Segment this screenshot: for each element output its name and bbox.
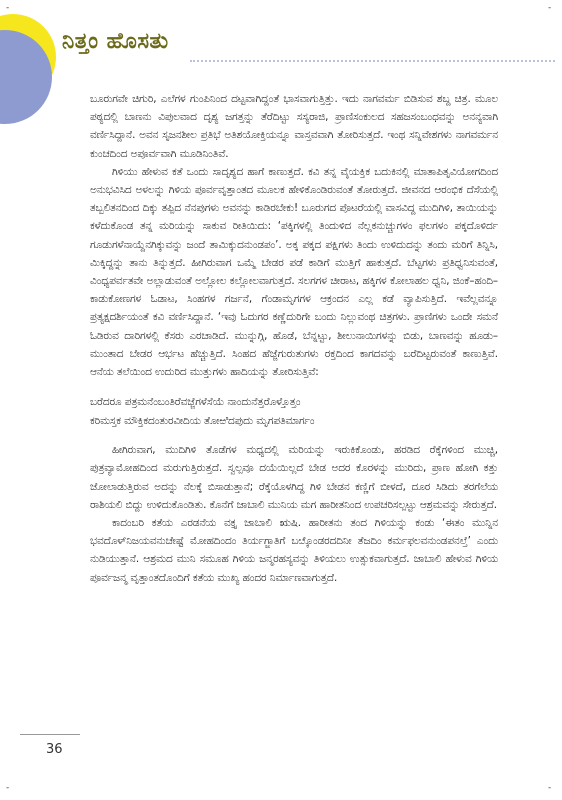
page-number: 36 bbox=[46, 742, 63, 757]
paragraph: ಕಾದಂಬರಿ ಕತೆಯ ಎರಡನೆಯ ವಕ್ತೃ ಜಾಬಾಲಿ ಋಷಿ. ಹಾರೀತನು ತಂದ ಗಿಳಿಯನ್ನು ಕಂಡು ‘ಈತಂ ಮುನ್ನಿನ ಭವದೊಳ್‌ನಿಜಯವನುಚೇಷ್ಟೆ ಮೋಹದಿಂದಂ ತಿರ್ಯಗ್ಜಾತಿಗೆ ಬೞ್ಕೊಂಡರದದಿನೀ ತೆಜದಿಂ ಕರ್ಮಫಲವನುಂಡಪನಲ್ತೆ’ ಎಂದು ನುಡಿಯುತ್ತಾನೆ. ಆಶ್ರಮದ ಮುನಿ ಸಮೂಹ ಗಿಳಿಯ ಜನ್ಮರಹಸ್ಯವನ್ನು ತಿಳಿಯಲು ಉತ್ಸುಕವಾಗುತ್ತದೆ. ಜಾಬಾಲಿ ಹೇಳುವ ಗಿಳಿಯ ಪೂರ್ವಜನ್ಮ ವೃತ್ತಾಂತದೊಂದಿಗೆ ಕತೆಯ ಮುಖ್ಯ ಹಂದರ ನಿರ್ಮಾಣವಾಗುತ್ತದೆ. bbox=[90, 517, 498, 584]
crop-mark: - bbox=[548, 3, 552, 13]
paragraph: ಹೀಗಿರುವಾಗ, ಮುದಿಗಿಳಿ ತೊಡೆಗಳ ಮಧ್ಯದಲ್ಲಿ ಮರಿಯನ್ನು ಇರುಕಿಕೊಂಡು, ಹರಡಿದ ರೆಕ್ಕೆಗಳಿಂದ ಮುಚ್ಚಿ, ಪುತ್ರವ್ಯಾಮೋಹದಿಂದ ಮರುಗುತ್ತಿರುತ್ತದೆ. ಸ್ವಲ್ಪವೂ ದಯೆಯಿಲ್ಲದೆ ಬೇಡ ಅದರ ಕೊರಳನ್ನು ಮುರಿದು, ಪ್ರಾಣ ಹೋಗಿ ಕತ್ತು ಜೋಲಾಡುತ್ತಿರುವ ಅದನ್ನು ನೆಲಕ್ಕೆ ಬಿಸಾಡುತ್ತಾನೆ; ರೆಕ್ಕೆಯೊಳಗಿದ್ದ ಗಿಳಿ ಬೇಡನ ಕಣ್ಣಿಗೆ ಬೀಳದೆ, ದೂರ ಸಿಡಿದು ತರಗೆಲೆಯ ರಾಶಿಯಲಿ ಬಿದ್ದು ಉಳಿದುಕೊಂಡಿತು. ಕೊನೆಗೆ ಜಾಬಾಲಿ ಮುನಿಯ ಮಗ ಹಾರೀತನಿಂದ ಉಪಚರಿಸಲ್ಪಟ್ಟು ಆಶ್ರಮವನ್ನು ಸೇರುತ್ತದೆ. bbox=[90, 444, 498, 511]
crop-mark: - bbox=[6, 783, 10, 793]
footer-rule bbox=[20, 734, 80, 735]
verse-line: ಬರೆದರೂ ಪತ್ರಮನೆಂಬಂತಿರೆವಜ್ಜೆಗಳೆಸೆಯೆ ನಾಂದುನೆತ್ತರೊಳ್ತೊತ್ತಂ bbox=[90, 396, 301, 409]
article-body bbox=[90, 90, 498, 587]
crop-mark: - bbox=[6, 3, 10, 13]
verse-line: ಕರಿಮಸ್ತಕ ಮೌಕ್ತಿಕದಂತುರವೀದಿಯ ತೋಱಿದಪುದು ಮೃಗಪತಿಮಾರ್ಗಂ bbox=[90, 415, 315, 428]
paragraph: ಬೂರುಗವೇ ಚಿಗುರಿ, ಎಲೆಗಳ ಗುಂಪಿನಿಂದ ದಟ್ಟವಾಗಿದ್ದಂತೆ ಭಾಸವಾಗುತ್ತಿತ್ತು. ಇದು ನಾಗವರ್ಮ ಬಿಡಿಸುವ ಶಬ್ದ ಚಿತ್ರ. ಮೂಲ ಪಠ್ಯದಲ್ಲಿ ಬಾಣನು ವಿಪುಲವಾದ ದೃಶ್ಯ ಜಗತ್ತನ್ನು ತೆರೆದಿಟ್ಟು ಸಸ್ಯರಾಜಿ, ಪ್ರಾಣಿಸಂಕುಲದ ಸಹಜಸಂಬಂಧವನ್ನು ಅನನ್ಯವಾಗಿ ವರ್ಣಿಸಿದ್ದಾನೆ. ಅವನ ಸೃಜನಶೀಲ ಪ್ರತಿಭೆ ಅತಿಶಯೋಕ್ತಿಯನ್ನೂ ವಾಸ್ತವವಾಗಿ ತೋರಿಸುತ್ತದೆ. ಇಂಥ ಸನ್ನಿವೇಶಗಳು ನಾಗವರ್ಮನ ಕುಂಚದಿಂದ ಅಪೂರ್ವವಾಗಿ ಮೂಡಿನಿಂತಿವೆ. bbox=[90, 93, 498, 160]
verse-block bbox=[90, 393, 498, 431]
paragraph: ಗಿಳಿಯು ಹೇಳುವ ಕತೆ ಒಂದು ಸಾದೃಶ್ಯದ ಹಾಗೆ ಕಾಣುತ್ತದೆ. ಕವಿ ತನ್ನ ವೈಯಕ್ತಿಕ ಬದುಕಿನಲ್ಲಿ ಮಾತಾಪಿತೃವಿಯೋಗದಿಂದ ಅನುಭವಿಸಿದ ಅಳಲನ್ನು ಗಿಳಿಯ ಪೂರ್ವವೃತ್ತಾಂತದ ಮೂಲಕ ಹೇಳಿಕೊಂಡಿರುವಂತೆ ತೋರುತ್ತದೆ. ಜೀವನದ ಆರಂಭಿಕ ದೆಸೆಯಲ್ಲಿ ತಬ್ಬಲಿತನದಿಂದ ದಿಕ್ಕು ತಪ್ಪಿದ ನೆನಪುಗಳು ಅವನನ್ನು ಕಾಡಿರಬೇಕು! ಬೂರುಗದ ಪೊಟರೆಯಲ್ಲಿ ವಾಸವಿದ್ದ ಮುದಿಗಿಳಿ, ತಾಯಿಯನ್ನು ಕಳೆದುಕೊಂಡ ತನ್ನ ಮರಿಯನ್ನು ಸಾಕುವ ರೀತಿಯಿದು: ‘ಪಕ್ಕಿಗಳಲ್ಲಿ ತಿಂದುಳಿದ ನೆಲ್ಲಕನುಚ್ಚುಗಳಂ ಫಲಗಳಂ ಪಕ್ಕದೊಳಿರ್ದ ಗೂಡುಗಳೆನಾಯ್ದೆನಗಿಕ್ಕುವನ್ನು ಜಂದೆ ತಾಮಿಕ್ಕುದನುಂಡಪಂ’. ಅಕ್ಕ ಪಕ್ಕದ ಪಕ್ಷಿಗಳು ತಿಂದು ಉಳಿದುದನ್ನು ತಂದು ಮರಿಗೆ ತಿನ್ನಿಸಿ, ಮಿಕ್ಕಿದ್ದನ್ನು ತಾನು ತಿನ್ನುತ್ತದೆ. ಹೀಗಿರುವಾಗ ಒಮ್ಮೆ ಬೇಡರ ಪಡೆ ಕಾಡಿಗೆ ಮುತ್ತಿಗೆ ಹಾಕುತ್ತದೆ. ಬೆಟ್ಟಗಳು ಪ್ರತಿಧ್ವನಿಸುವಂತೆ, ವಿಂಧ್ಯಪರ್ವತವೇ ಅಲ್ಲಾಡುವಂತೆ ಅಲ್ಲೋಲ ಕಲ್ಲೋಲವಾಗುತ್ತದೆ. ಸಲಗಗಳ ಚೀರಾಟ, ಹಕ್ಕಿಗಳ ಕೋಲಾಹಲ ಧ್ವನಿ, ಜಿಂಕೆ–ಹಂದಿ–ಕಾಡುಕೋಣಗಳ ಓಡಾಟ, ಸಿಂಹಗಳ ಗರ್ಜನೆ, ಗೆಂಡಾಮೃಗಗಳ ಆಕ್ರಂದನ ಎಲ್ಲ ಕಡೆ ವ್ಯಾಪಿಸುತ್ತಿದೆ. ಇವೆಲ್ಲವನ್ನೂ ಪ್ರತ್ಯಕ್ಷದರ್ಶಿಯಂತೆ ಕವಿ ವರ್ಣಿಸಿದ್ದಾನೆ. ‘ಇವು ಓದುಗರ ಕಣ್ಣೆದುರಿಗೇ ಬಂದು ನಿಲ್ಲುವಂಥ ಚಿತ್ರಗಳು. ಪ್ರಾಣಿಗಳು ಒಂದೇ ಸಮನೆ ಓಡಿರುವ ದಾರಿಗಳಲ್ಲಿ ಕೆಸರು ಎರಚಾಡಿದೆ. ಮುನ್ನುಗ್ಗಿ, ಹೊಡೆ, ಬೆನ್ನಟ್ಟು, ಶೀಲುನಾಯಿಗಳನ್ನು ಬಿಡು, ಬಾಣವನ್ನು ಹೂಡು–ಮುಂತಾದ ಬೇಡರ ಆರ್ಭಟ ಹೆಚ್ಚುತ್ತಿದೆ. ಸಿಂಹದ ಹೆಜ್ಜೆಗುರುತುಗಳು ರಕ್ತದಿಂದ ಕಾಗದವನ್ನು ಬರೆದಿಟ್ಟರುವಂತೆ ಕಾಣುತ್ತಿವೆ. ಆನೆಯ ತಲೆಯಿಂದ ಉದುರಿದ ಮುತ್ತುಗಳು ಹಾದಿಯನ್ನು ತೋರಿಸುತ್ತಿವೆ: bbox=[90, 165, 498, 379]
crop-mark: - bbox=[548, 783, 552, 793]
page-header-title: ನಿತ್ತಂ ಹೊಸತು bbox=[62, 28, 169, 54]
header-dotted-rule bbox=[190, 60, 555, 62]
